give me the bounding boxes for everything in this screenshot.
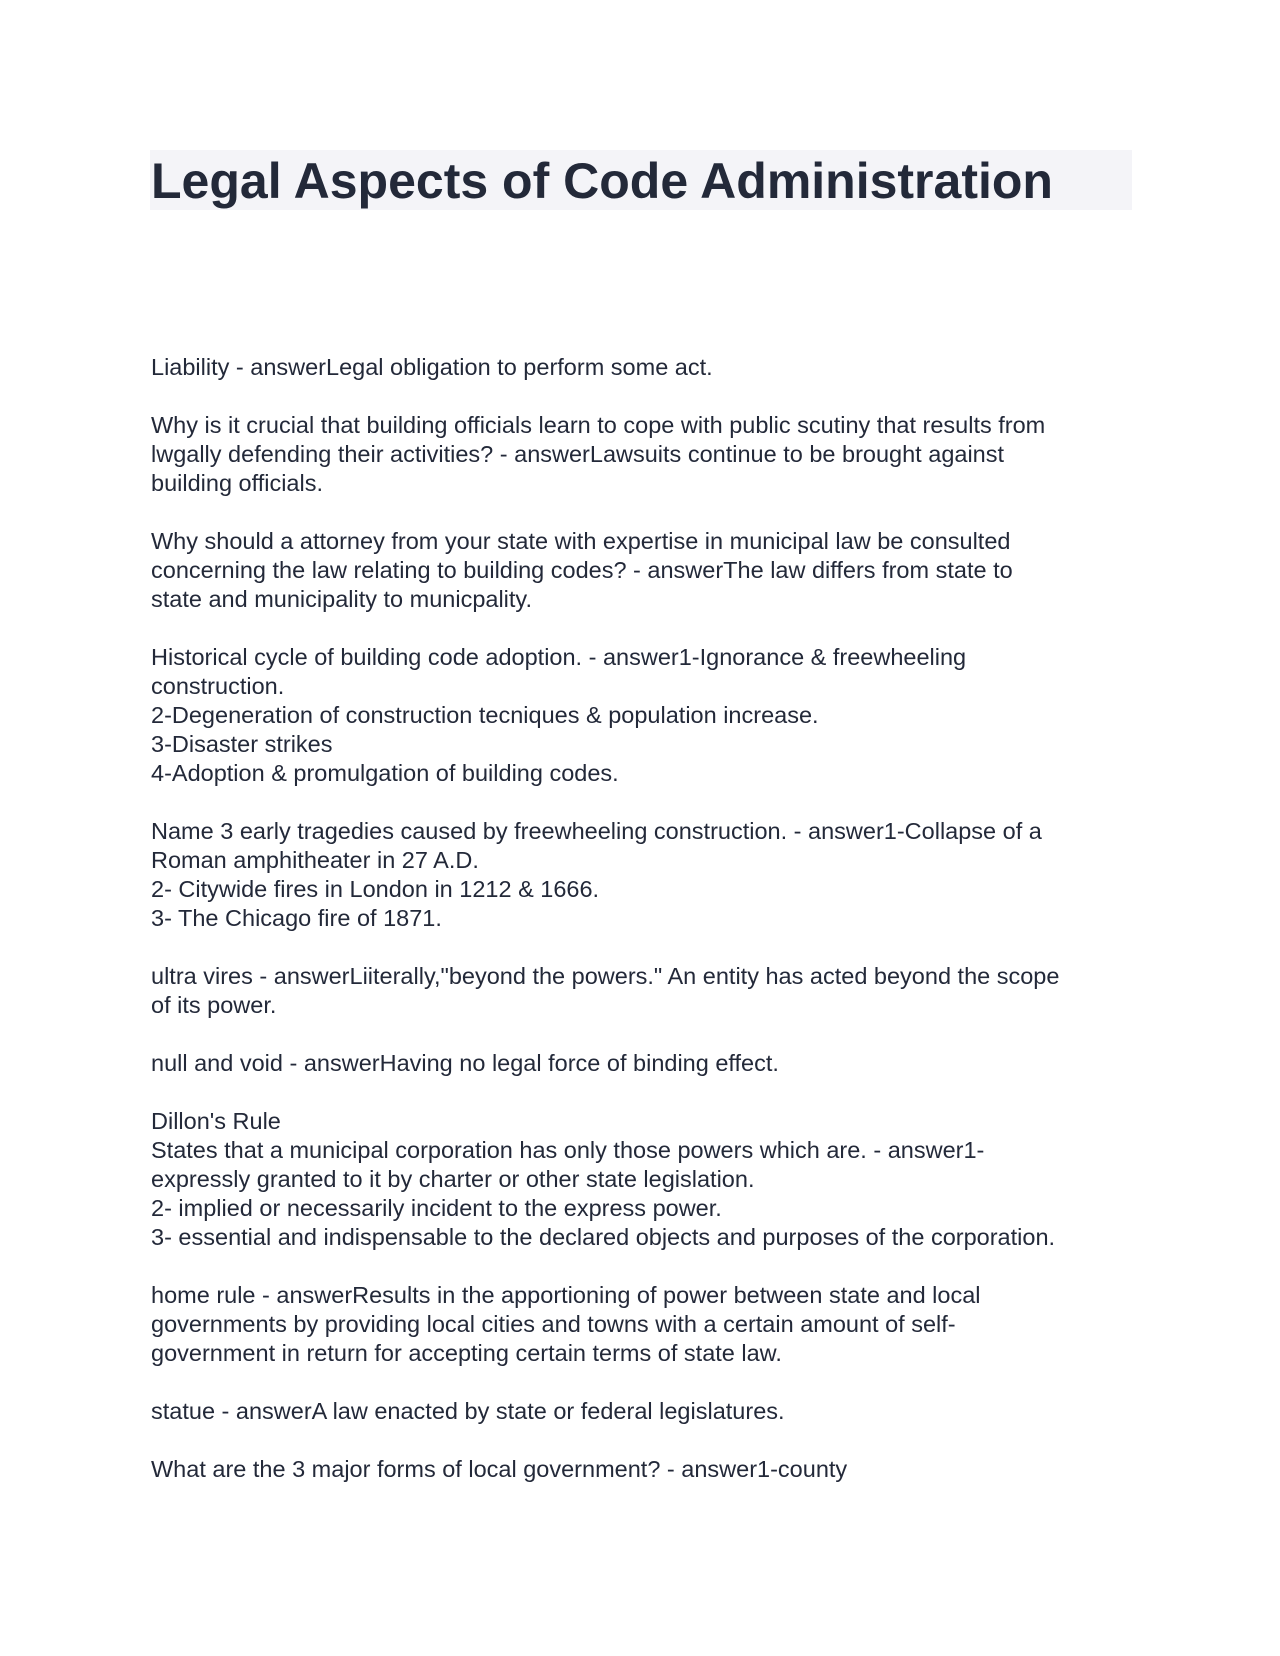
text-line: Name 3 early tragedies caused by freewheeling construction. - answer1-Collapse of a <box>151 818 1042 844</box>
text-line: Liability - answerLegal obligation to perform some act. <box>151 354 713 380</box>
text-line: 3- essential and indispensable to the declared objects and purposes of the corporation. <box>151 1224 1056 1250</box>
text-line: 2- implied or necessarily incident to the express power. <box>151 1195 722 1221</box>
text-line: home rule - answerResults in the apportioning of power between state and local <box>151 1282 981 1308</box>
qa-liability <box>151 353 1136 382</box>
qa-dillons-rule <box>151 1107 1136 1252</box>
text-line: ultra vires - answerLiiterally,"beyond the powers." An entity has acted beyond the scope <box>151 963 1060 989</box>
qa-ultra-vires <box>151 962 1136 1020</box>
qa-attorney <box>151 527 1136 614</box>
text-line: governments by providing local cities and towns with a certain amount of self- <box>151 1311 956 1337</box>
text-line: state and municipality to municpality. <box>151 586 532 612</box>
qa-null-and-void <box>151 1049 1136 1078</box>
text-line: concerning the law relating to building codes? - answerThe law differs from state to <box>151 557 1013 583</box>
text-line: of its power. <box>151 992 277 1018</box>
text-line: 4-Adoption & promulgation of building codes. <box>151 760 619 786</box>
qa-local-government-forms <box>151 1455 1136 1484</box>
text-line: Why should a attorney from your state with expertise in municipal law be consulted <box>151 528 1011 554</box>
text-line: States that a municipal corporation has only those powers which are. - answer1- <box>151 1137 985 1163</box>
qa-early-tragedies <box>151 817 1136 933</box>
qa-public-scrutiny <box>151 411 1136 498</box>
text-line: 2- Citywide fires in London in 1212 & 1666. <box>151 876 600 902</box>
text-line: building officials. <box>151 470 324 496</box>
qa-historical-cycle <box>151 643 1136 788</box>
text-line: Dillon's Rule <box>151 1108 281 1134</box>
text-line: Why is it crucial that building officials learn to cope with public scutiny that results from <box>151 412 1046 438</box>
document-body <box>151 353 1136 1513</box>
text-line: Historical cycle of building code adoption. - answer1-Ignorance & freewheeling <box>151 644 967 670</box>
text-line: null and void - answerHaving no legal force of binding effect. <box>151 1050 779 1076</box>
text-line: Roman amphitheater in 27 A.D. <box>151 847 479 873</box>
text-line: What are the 3 major forms of local government? - answer1-county <box>151 1456 848 1482</box>
text-line: 3- The Chicago fire of 1871. <box>151 905 442 931</box>
text-line: statue - answerA law enacted by state or federal legislatures. <box>151 1398 785 1424</box>
text-line: construction. <box>151 673 285 699</box>
text-line: government in return for accepting certain terms of state law. <box>151 1340 782 1366</box>
text-line: lwgally defending their activities? - answerLawsuits continue to be brought against <box>151 441 1005 467</box>
text-line: 3-Disaster strikes <box>151 731 333 757</box>
text-line: expressly granted to it by charter or other state legislation. <box>151 1166 755 1192</box>
document-title: Legal Aspects of Code Administration <box>151 153 1053 209</box>
qa-home-rule <box>151 1281 1136 1368</box>
text-line: 2-Degeneration of construction tecniques & population increase. <box>151 702 819 728</box>
qa-statue <box>151 1397 1136 1426</box>
